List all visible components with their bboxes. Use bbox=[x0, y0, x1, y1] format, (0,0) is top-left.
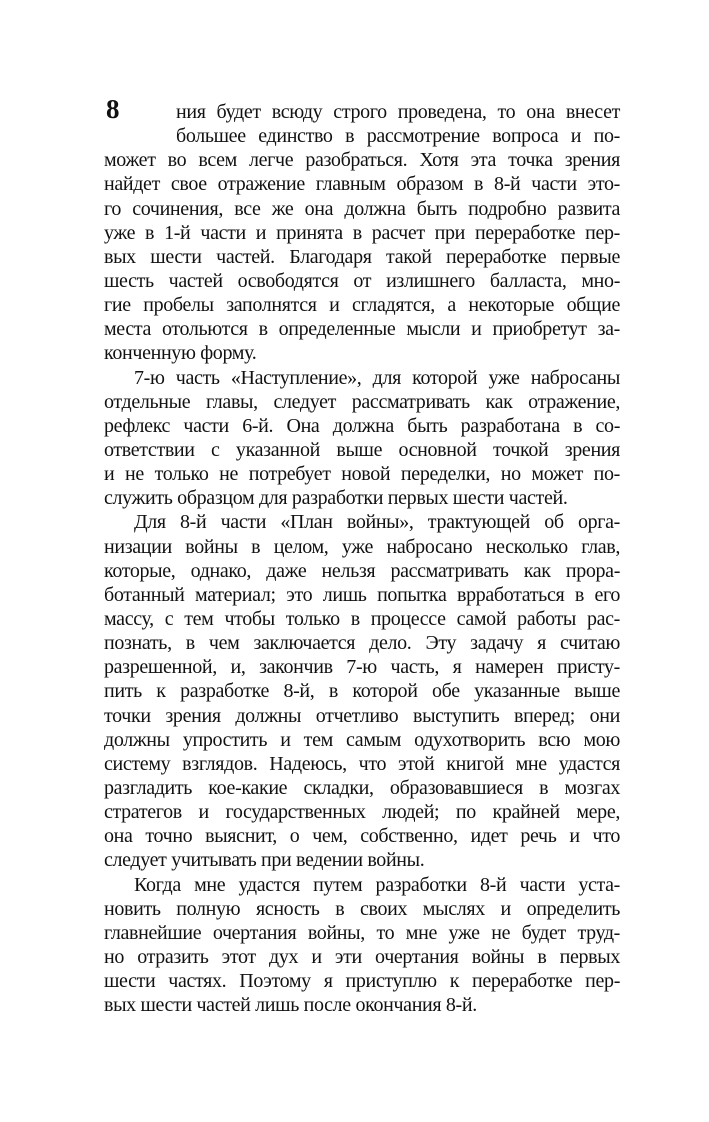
paragraph bbox=[104, 100, 620, 366]
text-line: большее единство в рассмотрение вопроса и по- bbox=[176, 125, 620, 148]
text-line: уже в 1-й части и принята в расчет при переработке пер- bbox=[104, 221, 620, 244]
text-line: ния будет всюду строго проведена, то она внесет bbox=[176, 101, 620, 123]
text-line: точки зрения должны отчетливо выступить вперед; они bbox=[104, 704, 620, 727]
text-line: вых шести частей лишь после окончания 8-й. bbox=[104, 994, 477, 1017]
page-number: 8 bbox=[106, 94, 120, 124]
text-line: рефлекс части 6-й. Она должна быть разработана в со- bbox=[104, 414, 620, 437]
paragraph bbox=[104, 366, 620, 511]
text-line: систему взглядов. Надеюсь, что этой книгой мне удастся bbox=[104, 752, 620, 775]
text-line: служить образцом для разработки первых шести частей. bbox=[104, 487, 568, 510]
body-text bbox=[104, 100, 620, 1017]
text-line: главнейшие очертания войны, то мне уже не будет труд- bbox=[104, 921, 620, 944]
text-line: вых шести частей. Благодаря такой переработке первые bbox=[104, 245, 620, 268]
text-line: должны упростить и тем самым одухотворить всю мою bbox=[104, 728, 620, 751]
text-line: следует учитывать при ведении войны. bbox=[104, 849, 425, 872]
paragraph bbox=[104, 873, 620, 1018]
text-line: стратегов и государственных людей; по крайней мере, bbox=[104, 801, 620, 824]
text-line: ботанный материал; это лишь попытка врработаться в его bbox=[104, 583, 620, 606]
text-line: ответствии с указанной выше основной точкой зрения bbox=[104, 438, 620, 461]
text-line: го сочинения, все же она должна быть подробно развита bbox=[104, 197, 620, 220]
text-line: отдельные главы, следует рассматривать как отражение, bbox=[104, 390, 620, 413]
text-line: низации войны в целом, уже набросано несколько глав, bbox=[104, 535, 620, 558]
text-line: она точно выяснит, о чем, собственно, идет речь и что bbox=[104, 825, 620, 848]
text-line: Когда мне удастся путем разработки 8-й части уста- bbox=[134, 873, 620, 896]
text-line: найдет свое отражение главным образом в 8-й части это- bbox=[104, 173, 620, 196]
text-line: и не только не потребует новой переделки, но может по- bbox=[104, 463, 620, 486]
text-line: конченную форму. bbox=[104, 342, 257, 365]
text-line: которые, однако, даже нельзя рассматривать как прора- bbox=[104, 559, 620, 582]
text-line: но отразить этот дух и эти очертания войны в первых bbox=[104, 945, 620, 968]
text-line: 7-ю часть «Наступление», для которой уже набросаны bbox=[134, 366, 620, 389]
text-line: Для 8-й части «План войны», трактующей об орга- bbox=[134, 511, 620, 534]
text-line: разгладить кое-какие складки, образовавшиеся в мозгах bbox=[104, 776, 620, 799]
paragraph bbox=[104, 510, 620, 872]
text-line: массу, с тем чтобы только в процессе самой работы рас- bbox=[104, 607, 620, 630]
text-line: пить к разработке 8-й, в которой обе указанные выше bbox=[104, 680, 620, 703]
text-line: места отольются в определенные мысли и приобретут за- bbox=[104, 318, 620, 341]
text-line: шесть частей освободятся от излишнего балласта, мно- bbox=[104, 269, 620, 292]
text-line: может во всем легче разобраться. Хотя эта точка зрения bbox=[104, 149, 620, 172]
text-line: познать, в чем заключается дело. Эту задачу я считаю bbox=[104, 632, 620, 655]
text-line: шести частях. Поэтому я приступлю к переработке пер- bbox=[104, 970, 620, 993]
text-line: новить полную ясность в своих мыслях и определить bbox=[104, 897, 620, 920]
text-line: гие пробелы заполнятся и сгладятся, а некоторые общие bbox=[104, 294, 620, 317]
text-line: разрешенной, и, закончив 7-ю часть, я намерен присту- bbox=[104, 656, 620, 679]
